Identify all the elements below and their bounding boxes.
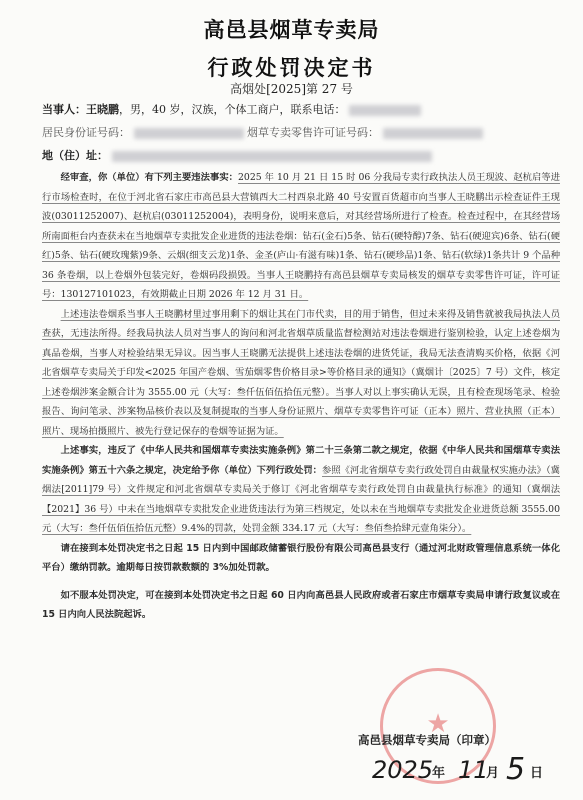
date-year-char: 年 bbox=[432, 766, 446, 781]
id-label: 居民身份证号码： bbox=[42, 126, 130, 139]
document-number: 高烟处[2025]第 27 号 bbox=[230, 82, 353, 96]
facts-lead: 经审查，你（单位）有下列主要违法事实： bbox=[60, 172, 238, 183]
date-month-char: 月 bbox=[486, 766, 500, 781]
paragraph-facts bbox=[42, 168, 560, 305]
penalty-lead: 上述事实，违反了《中华人民共和国烟草专卖法实施条例》第二十三条第二款之规定，依据《中华人民共和国烟草专卖法实施条例》第五十六条之规定，决定给予你（单位）下列行政处罚： bbox=[42, 445, 560, 476]
facts-text: 2025 年 10 月 21 日 15 时 06 分我局专卖行政执法人员王现波、赵杭启等进行市场检查时，在位于河北省石家庄市高邑县大营镇西大二村西泉北路 40 号安置百货超市向当事人王晓鹏出示检查证件王现波(03011252007)、赵杭启(03011252004)，表明身份，说明来意后，对其经营场所进行了检查。检查过程中，在其经营场所南面柜台内查获未在当地烟草专卖批发企业进货的违法卷烟：钻石(金石)5条、钻石(硬特醇)7条、钻石(硬迎宾)6条、钻石(硬红)5条、钻石(硬玫瑰紫)9条、云烟(细支云龙)1条、金圣(庐山·有滋有味)1条、钻石(硬珍品)1条、钻石(软绿)1条共计 9 个品种 36 条卷烟，以上卷烟外包装完好，卷烟码段损毁。当事人王晓鹏持有高邑县烟草专卖局核发的烟草专卖零售许可证，许可证号：130127101023，有效期截止日期 2026 年 12 月 31 日。 bbox=[42, 172, 560, 300]
date-year: 2025 bbox=[372, 756, 434, 784]
phone-redacted bbox=[349, 105, 421, 116]
party-line bbox=[42, 101, 421, 117]
address-line bbox=[42, 147, 432, 163]
penalty-text: 参照《河北省烟草专卖行政处罚自由裁量权实施办法》（冀烟法[2011]79 号）文件规定和河北省烟草专卖局关于修订《河北省烟草专卖行政处罚自由裁量执行标准》的通知（冀烟法【2021】36 号）中未在当地烟草专卖批发企业进货违法行为第三档规定，处以未在当地烟草专卖批发企业进货总额 3555.00 元（大写：叁仟伍佰伍拾伍元整）9.4%的罚款，处罚金额 334.17 元（大写：叁佰叁拾肆元壹角柒分）。 bbox=[42, 464, 560, 534]
paragraph-payment: 请在接到本处罚决定书之日起 15 日内到中国邮政储蓄银行股份有限公司高邑县支行（通过河北财政管理信息系统一体化平台）缴纳罚款。逾期每日按罚款数额的 3%加处罚款。 bbox=[42, 542, 560, 573]
official-seal: ★ bbox=[380, 668, 496, 784]
document-body bbox=[42, 168, 560, 625]
license-redacted bbox=[383, 128, 483, 139]
address-label: 地（住）址： bbox=[42, 149, 108, 162]
id-redacted bbox=[134, 128, 244, 139]
issuer-signature: 高邑县烟草专卖局（印章） bbox=[358, 733, 496, 747]
party-name: 王晓鹏 bbox=[86, 103, 119, 116]
issuing-authority-title: 高邑县烟草专卖局 bbox=[203, 18, 380, 42]
evidence-text: 上述违法卷烟系当事人王晓鹏材里过事用剩下的烟让其在门市代卖，目的用于销售，但过未来得及销售就被我局执法人员查获，无违法所得。经我局执法人员对当事人的询问和河北省烟草质量监督检测站对违法卷烟进行鉴别检验，认定上述卷烟为真品卷烟，当事人对检验结果无异议。因当事人王晓鹏无法提供上述违法卷烟的进货凭证，我局无法查清购买价格，依据《河北省烟草专卖局关于印发<2025 年国产卷烟、雪茄烟零售价格目录>等价格目录的通知》（冀烟计〔2025〕7 号）文件，核定上述卷烟涉案金额合计为 3555.00 元（大写：叁仟伍佰伍拾伍元整）。当事人对以上事实确认无误，且有检查现场笔录、检验报告、询问笔录、涉案物品核价表以及复制提取的当事人身份证照片、烟草专卖零售许可证（正本）照片、营业执照（正本）照片、现场拍摄照片、被先行登记保存的卷烟等证据为证。 bbox=[42, 308, 560, 437]
date-month: 11 bbox=[458, 756, 489, 784]
party-label: 当事人： bbox=[42, 103, 86, 116]
paragraph-evidence bbox=[42, 305, 560, 442]
paragraph-appeal: 如不服本处罚决定，可在接到本处罚决定书之日起 60 日内向高邑县人民政府或者石家庄市烟草专卖局申请行政复议或在 15 日内向人民法院起诉。 bbox=[42, 589, 560, 620]
document-type-title: 行政处罚决定书 bbox=[207, 56, 376, 80]
address-redacted bbox=[112, 151, 432, 162]
license-label: 烟草专卖零售许可证号码： bbox=[247, 126, 379, 139]
date-day: 5 bbox=[506, 752, 526, 787]
party-details: ，男，40 岁，汉族，个体工商户，联系电话： bbox=[119, 103, 346, 116]
date-day-char: 日 bbox=[530, 766, 544, 781]
id-line bbox=[42, 124, 483, 140]
paragraph-penalty bbox=[42, 441, 560, 539]
